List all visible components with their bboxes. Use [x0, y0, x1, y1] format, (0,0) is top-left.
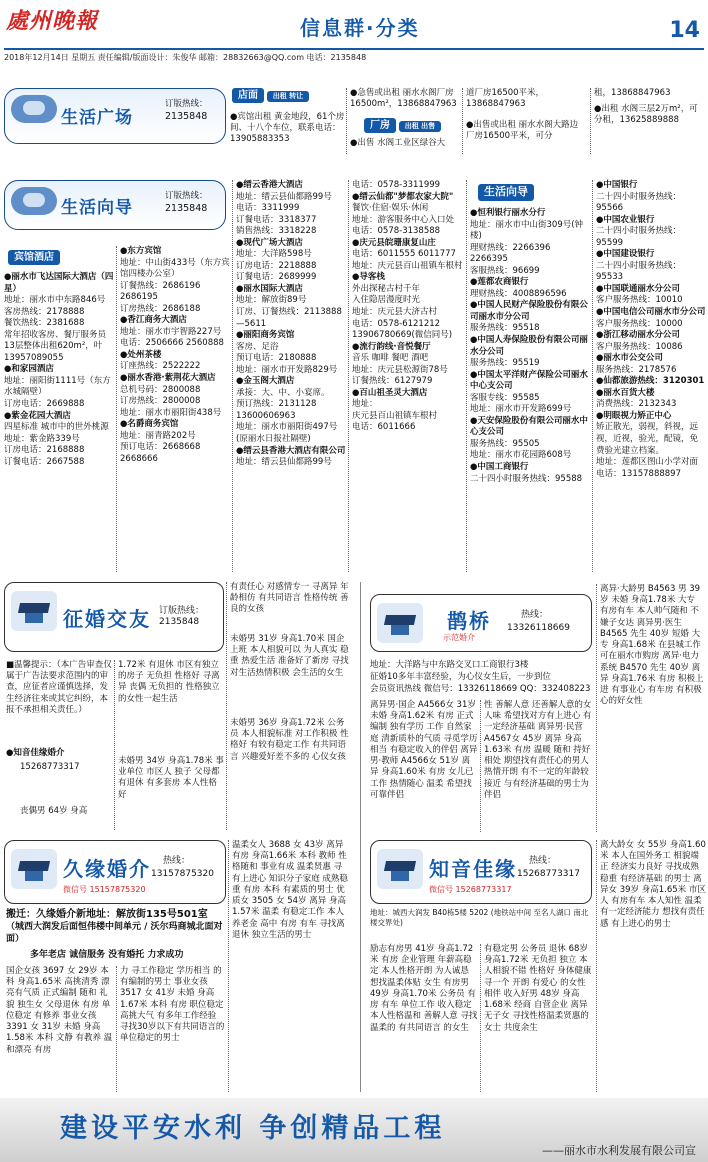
marriage-entry: 1.72米 有退休 市区有独立的房子 无负担 性格好 寻离异 丧偶 无负担的 性格独立的女性一起生活	[118, 660, 220, 704]
zhiyin-hotline-label: 热线：	[529, 856, 557, 866]
hotel-list-col-2	[120, 246, 230, 572]
listing-line: 总机号码：2800088	[120, 384, 201, 395]
listing-line: 客服热线：96699	[470, 265, 540, 276]
ad-factory-3: 道厂房16500平米，13868847963	[466, 88, 545, 110]
jiuyuan-entries-2: 力 寻工作稳定 学历相当 的有编制的男士 事业女孩 3517 女 41岁 未婚 身高1.67米 本科 有房 职位稳定 高挑大气 有多年工作经验 寻找30岁以下有共同语言的 单位稳定的男士	[120, 966, 225, 1044]
storefront-tag	[232, 88, 342, 108]
footer-slogan: 建设平安水利 争创精品工程	[60, 1113, 446, 1144]
listing-line: 地址：缙云县仙都路99号	[236, 191, 332, 202]
listing-line: 订餐电话：2667588	[4, 456, 85, 467]
ad-factory-5: 租，13868847963	[594, 88, 671, 98]
column-divider	[592, 180, 593, 572]
listing-line: ●中国建设银行	[596, 249, 655, 260]
column-divider	[480, 944, 481, 1092]
listing-line: 客户服务热线：10010	[596, 295, 683, 306]
leisure-list-col	[352, 180, 464, 572]
listing-line: 消费热线：2132343	[596, 399, 677, 410]
life-square-title: 生活广场	[61, 108, 133, 128]
jiuyuan-title: 久缘婚介	[63, 857, 151, 881]
listing-line: 电话：0578-3138588	[352, 226, 441, 237]
listing-line: 电话：0578-3311999	[352, 180, 441, 190]
listing-line: ●导客栈	[352, 272, 385, 283]
listing-line: 二十四小时服务热线：95588	[470, 473, 583, 484]
listing-line: 电话：13157888897	[596, 468, 681, 479]
life-square-banner	[4, 88, 226, 144]
life-guide-banner	[4, 180, 226, 230]
listing-line: 电话：0578-6121212 13906780669(微信同号)	[352, 318, 453, 341]
zhiyin-entries-1: 励志有房男 41岁 身高1.72米 有房 企业管理 年薪高稳定 本人性格开朗 为人诚恳 想找温柔体贴 女生 有房男 49岁 身高1.70米 公务员 有房 有车 单位工作 收入稳定 本人性格温和 善解人意 寻找 温柔的 有共同语言 的女生	[370, 944, 478, 1033]
listing-line: 电话：2506666 2560888	[120, 338, 224, 349]
listing-line: 地址：莲都区图山小学对面	[596, 457, 699, 468]
queqiao-title: 鹊桥	[447, 609, 491, 633]
hotel-tag-label: 宾馆酒店	[8, 250, 60, 265]
zhiyin-address: 地址：城西大润发 B40栋5楼 5202 (地铁站中间 至名人湖口 南北楼交界处)	[370, 908, 589, 927]
listing-line: ●丽水国际大酒店	[236, 283, 303, 294]
listing-line: 订房、订餐热线：2113888—5611	[236, 307, 342, 329]
listing-line: ●中国银行	[596, 180, 638, 190]
jiuyuan-entries-3: 温柔女人 3688 女 43岁 离异 有房 身高1.66米 本科 教师 性格随和 事业有成 温柔贤惠 寻有上进心 知识分子家庭 成熟稳重 有房 本科 有素质的男士 优质女 3505 女 54岁 离异 身高1.57米 温柔 有稳定工作 本人养老金 高中 有房 有车 寻找离 退休 独立生活的男士	[232, 840, 348, 940]
listing-line: 二十四小时服务热线：95533	[596, 260, 682, 283]
listing-line: ●丽阳商务宾馆	[236, 330, 295, 341]
listing-line: 电话：6011666	[352, 422, 416, 433]
jiuyuan-motto: 多年老店 诚信服务 没有婚托 力求成功	[30, 950, 184, 960]
zhiyin-title-panel	[370, 840, 592, 904]
column-divider	[114, 660, 115, 830]
column-divider	[466, 180, 467, 572]
listing-line: 地址：解放街89号	[236, 295, 307, 306]
graduation-cap-icon	[377, 603, 423, 643]
listing-line: 餐饮·住宿·娱乐·休闲	[352, 203, 429, 214]
listing-line: ●名爵商务宾馆	[120, 419, 179, 430]
column-divider	[232, 180, 233, 572]
listing-line: 服务热线：95505	[470, 438, 540, 449]
listing-line: ●丽水香港·紫荆花大酒店	[120, 373, 216, 384]
listing-line: 客房热线：2178888	[4, 306, 85, 317]
zhiyin-wechat: 微信号 15268773317	[429, 885, 512, 894]
listing-line: ●仙都旅游热线：3120301	[596, 376, 705, 387]
marriage-agency-name: ●知音佳缘婚介	[6, 748, 65, 758]
listing-line: 订房热线：2800008	[120, 396, 201, 407]
listing-line: 二十四小时服务热线：95566	[596, 191, 682, 214]
listing-line: ●中国联通丽水分公司	[596, 283, 680, 294]
factory-tag	[364, 118, 460, 136]
listing-line: 订房电话：2218888	[236, 260, 317, 271]
finance-list-col	[470, 208, 590, 572]
listing-line: ●丽水市飞达国际大酒店（四星）	[4, 272, 114, 294]
listing-line: ●中国太平洋财产保险公司丽水中心支公司	[470, 369, 588, 392]
storefront-tag-sub: 出租 转让	[267, 91, 309, 102]
marriage-title-panel	[4, 582, 224, 652]
listing-line: 订餐热线：6127979	[352, 376, 433, 387]
listing-line: 地址：游客服务中心入口处	[352, 214, 455, 225]
column-divider	[480, 700, 481, 832]
editor-meta-line: 2018年12月14日 星期五 责任编辑/版面设计：朱俊华 邮箱：28832663@QQ.com 电话：2135848	[4, 48, 704, 63]
listing-line: ●明眼视力矫正中心	[596, 410, 672, 421]
listing-line: 地址：丽水市中东路846号	[4, 295, 106, 306]
marriage-entry: 未婚男 31岁 身高1.70米 国企上班 本人相貌可以 为人真实 稳重 热爱生活 准备好了新房 寻找对生活热情积极 会生活的女生	[230, 634, 349, 678]
graduation-cap-icon	[377, 849, 423, 889]
listing-line: ●金玉阁大酒店	[236, 376, 295, 387]
listing-line: 服务热线：95519	[470, 358, 540, 369]
listing-line: 预订电话：2180888	[236, 353, 317, 364]
listing-line: ●中国人寿保险股份有限公司丽水分公司	[470, 335, 588, 357]
listing-line: ●中国人民财产保险股份有限公司丽水市分公司	[470, 300, 588, 322]
listing-line: 地址：中山街433号（东方宾馆四楼办公室）	[120, 257, 230, 280]
column-divider	[590, 88, 591, 154]
masthead	[0, 0, 708, 62]
column-divider	[596, 584, 597, 832]
listing-line: 地址：大洋路598号	[236, 249, 312, 260]
listing-line: ●现代广场大酒店	[236, 237, 303, 248]
listing-line: 地址：丽水市丽阳街438号	[120, 407, 222, 418]
service-list-col	[596, 180, 706, 572]
marriage-entry: 未婚男 34岁 身高1.78米 事业单位 市区人 独子 父母都有退休 有多套房 本人性格好	[118, 756, 224, 800]
jiuyuan-title-panel	[4, 840, 226, 904]
marriage-entry: 丧偶男 64岁 身高	[20, 806, 88, 816]
queqiao-hotline-label: 热线：	[521, 610, 549, 620]
listing-line: 四星标准 城市中的世外桃源	[4, 422, 109, 433]
listing-line: ●莲都农商银行	[470, 277, 529, 288]
zhiyin-hotline: 15268773317	[517, 869, 580, 879]
listing-line: ●香江商务大酒店	[120, 315, 187, 326]
ad-hotel-lease: ●宾馆出租 黄金地段，61个房间、十八个车位，联系电话：13905883353	[230, 112, 345, 145]
section-title: 信息群·分类	[300, 16, 420, 40]
graduation-cap-icon	[11, 591, 57, 631]
hotline-number: 2135848	[165, 111, 208, 122]
listing-line: 客服专线：95585	[470, 392, 540, 403]
listing-line: ●和家园酒店	[4, 364, 54, 375]
footer-sponsor: ——丽水市水利发展有限公司宣	[542, 1144, 696, 1157]
page-number: 14	[669, 18, 700, 43]
jiuyuan-hotline: 13157875320	[151, 869, 214, 879]
listing-line: 地址：庆元县松源街78号	[352, 364, 448, 375]
listing-line: ●中国工商银行	[470, 462, 529, 473]
jiuyuan-hotline-label: 热线：	[163, 856, 191, 866]
listing-line: ●百山祖圣灵大酒店	[352, 387, 428, 398]
listing-line: ●处州茶楼	[120, 349, 162, 360]
marriage-entry: 有责任心 对感情专一 寻离异 年龄相仿 有共同语言 性格传统 善良的女孩	[230, 582, 349, 615]
life-guide-tag	[478, 184, 574, 204]
listing-line: 订座热线：2522222	[120, 361, 201, 372]
listing-line: 地址：丽水市开发路829号	[236, 364, 338, 375]
listing-line: 客户服务热线：10086	[596, 341, 683, 352]
ad-factory-1: ●急售或出租 丽水水阁厂房16500m²，13868847963	[350, 88, 457, 110]
marriage-hotline-label: 订版热线：	[159, 606, 205, 616]
listing-line: 地址：丽水市丽阳街497号(原丽水日报社隔壁)	[236, 422, 338, 445]
listing-line: 预订热线：2131128 13600606963	[236, 399, 317, 421]
listing-line: 订餐热线：2686196 2686195	[120, 280, 201, 303]
listing-line: 服务热线：95518	[470, 323, 540, 334]
listing-line: 地址：丽水市中山街309号(钟楼)	[470, 219, 584, 242]
listing-line: ●天安保险股份有限公司丽水中心支公司	[470, 415, 588, 438]
storefront-tag-label: 店面	[232, 88, 264, 103]
listing-line: 订房电话：2168888	[4, 445, 85, 456]
jiuyuan-relocation-notice: 搬迁：久缘婚介新地址：解放街135号501室	[6, 909, 208, 920]
listing-line: 承接：大、中、小宴席。	[236, 387, 330, 398]
zhiyin-entries-3: 离大龄女 女 55岁 身高1.60米 本人在国外务工 相貌端正 经济实力良好 寻找成熟稳重 有经济基础 的男士 离异女 39岁 身高1.65米 市区人 有房有车 本人知性 温柔 有一定经济能力 想找有责任感 有上进心的男士	[600, 840, 706, 929]
listing-line: ●东方宾馆	[120, 246, 162, 256]
footer-banner	[0, 1098, 708, 1162]
paper-name: 處州晚報	[6, 8, 99, 34]
listing-line: ●丽水市公交公司	[596, 353, 663, 364]
marriage-agency-phone: 15268773317	[20, 762, 80, 772]
listing-line: 地址：庆元县百山祖镇车根村	[352, 260, 463, 271]
column-divider	[228, 840, 229, 1092]
marriage-hotline: 2135848	[159, 617, 200, 627]
listing-line: ●浙江移动丽水分公司	[596, 330, 680, 341]
queqiao-entries-1: 离异男·国企 A4566女 31岁 未婚 身高1.62米 有房 正式编制 独有学历 工作 自然家庭 清新质朴的气质 寻觅学历相当 有稳定收入的伴侣 离异男·教师 A4566女 51岁 离异 身高1.60米 有房 女儿已工作 热情随心 温柔 希望找可靠伴侣	[370, 700, 478, 800]
column-divider	[462, 88, 463, 154]
ad-factory-2: ●出售 水阁工业区绿谷大	[350, 138, 446, 148]
listing-line: 庆元县百山祖镇车根村	[352, 410, 438, 421]
column-divider	[226, 582, 227, 830]
listing-line: 理财热线：4008896596	[470, 288, 567, 299]
listing-line: 理财热线：2266396 2266395	[470, 242, 551, 265]
listing-line: 订房电话：2669888	[4, 399, 85, 410]
life-guide-tag-label: 生活向导	[478, 184, 534, 201]
column-divider	[116, 246, 117, 572]
listing-line: 常年招收客房、餐厅服务员	[4, 329, 107, 340]
queqiao-entries-3: 离异·大龄男 B4563 男 39岁 未婚 身高1.78米 大专 有房有车 本人帅气随和 不嫌子女达 离异男·医生 B4565 先生 40岁 短婚 大专 身高1.68米 在县城工作 可在丽水市购房 离异·电力系统 B4570 先生 40岁 离异 身高1.76米 有房 积极上进 有事业心 有车房 有积极心的好女性	[600, 584, 704, 707]
queqiao-address: 地址：大洋路与中东路交叉口工商银行3楼	[370, 660, 529, 670]
listing-line: 地址：丽青路202号	[120, 430, 196, 441]
column-divider	[116, 966, 117, 1092]
listing-line: ●中国农业银行	[596, 214, 655, 225]
column-divider	[596, 840, 597, 1092]
hotline-number: 2135848	[165, 203, 208, 214]
hotel-list-col-1	[4, 272, 114, 572]
listing-line: 13层整体出租620m²，叶13957089055	[4, 341, 103, 363]
listing-line: 地址：丽阳街1111号（东方水城隔壁）	[4, 375, 111, 398]
hotline-label: 订版热线：	[165, 99, 208, 109]
listing-line: 地址：缙云县仙都路99号	[236, 457, 332, 468]
listing-line: 地址：庆元县大济古村	[352, 307, 438, 318]
listing-line: 音乐 咖啡 餐吧 酒吧	[352, 353, 429, 364]
listing-line: 地址：紫金路339号	[4, 433, 80, 444]
jiuyuan-entries-1: 国企女孩 3697 女 29岁 本科 身高1.65米 高挑清秀 漂亮有气质 正式编制 随和 礼貌 独生女 父母退休 有房 单位稳定 有修养 事业女孩 3391 女 31岁 未婚 身高1.58米 本科 文静 有教养 温和漂亮 有房	[6, 966, 113, 1055]
handshake-icon	[11, 187, 57, 215]
listing-line: 地址：丽水市宇智路227号	[120, 326, 222, 337]
jiuyuan-wechat: 微信号 15157875320	[63, 885, 146, 894]
graduation-cap-icon	[11, 849, 57, 889]
queqiao-hotline: 13326118669	[507, 623, 570, 633]
zhiyin-title: 知音佳缘	[429, 857, 517, 881]
factory-tag-label: 厂房	[364, 118, 396, 133]
listing-line: 订餐电话：3318377	[236, 214, 317, 225]
zhiyin-entries-2: 有稳定男 公务员 退休 68岁 身高1.72米 无负担 独立 本人相貌不错 性格好 身体健康 寻一个 开朗 有爱心 的女性相伴 收入好男 48岁 身高1.68米 经商 自营企业 离异 无子女 寻找性格温柔贤惠的女士 共度余生	[484, 944, 592, 1033]
life-guide-title: 生活向导	[61, 198, 133, 218]
listing-line: ●缙云香港大酒店	[236, 180, 303, 190]
queqiao-contact: 会员资讯热线 微信号：13326118669 QQ：332408223	[370, 684, 591, 694]
listing-line: ●缙云县香港大酒店有限公司	[236, 445, 346, 456]
listing-line: 地址：丽水市花园路608号	[470, 450, 572, 461]
listing-line: 入住隐居漫度时光	[352, 295, 421, 306]
queqiao-subtitle: 示范婚介	[443, 633, 475, 642]
column-divider	[348, 180, 349, 572]
column-divider	[346, 88, 347, 154]
listing-line: 电话：6011555 6011777	[352, 249, 456, 260]
listing-line: 销售热线：3318228	[236, 226, 317, 237]
marriage-title: 征婚交友	[63, 607, 151, 631]
ad-factory-4: ●出售或出租 丽水水阁大路边厂房16500平米，可分	[466, 120, 579, 142]
ad-factory-6: ●出租 水阁三层2万m²，可分租，13625889888	[594, 104, 698, 126]
handshake-icon	[11, 95, 57, 123]
listing-line: ●庆元县皖珊康复山庄	[352, 237, 436, 248]
listing-line: 矫正散光，弱视，斜视，远视，近视，验光，配镜，免费验光建立档案。	[596, 422, 699, 456]
listing-line: ●恒利银行丽水分行	[470, 208, 546, 218]
queqiao-title-panel	[370, 594, 592, 652]
listing-line: 服务热线：2178576	[596, 364, 677, 375]
marriage-disclaimer: ■温馨提示：（本广告审查仅属于广告法要求范围内的审查，应征者应谨慎选择，发生经济往来或其它纠纷，本报不承担相关责任。）	[6, 660, 112, 715]
factory-tag-sub: 出租 出售	[399, 121, 441, 132]
marriage-entry: 未婚男 36岁 身高1.72米 公务员 本人相貌标准 对工作积极 性格好 有较有稳定工作 有共同语言 兴趣爱好差不多的 心仪女孩	[230, 718, 349, 762]
listing-line: 餐饮热线：2381688	[4, 318, 85, 329]
hotline-label: 订版热线：	[165, 191, 208, 201]
listing-line: 地址：丽水市开发路699号	[470, 404, 572, 415]
jiuyuan-relocation-detail: （城西大润发后面恒伟楼中间单元 / 沃尔玛商城北面对面）	[6, 922, 223, 944]
listing-line: ●丽水百货大楼	[596, 387, 655, 398]
listing-line: 客户服务热线：10000	[596, 318, 683, 329]
listing-line: 客房、足浴	[236, 341, 279, 352]
listing-line: 地址：	[352, 399, 378, 410]
listing-line: ●紫金花园大酒店	[4, 410, 71, 421]
queqiao-entries-2: 性 善解人意 还善解人意的女人味 希望找对方有上进心 有一定经济基础 离异男·民营 A4567女 45岁 离异 身高1.63米 有房 温暖 随和 持好相处 期望找有责任心的男人 热情开朗 有不一定的年龄较接近 与有经济基础的男士为伴侣	[484, 700, 592, 800]
listing-line: 电话：3311999	[236, 203, 300, 214]
listing-line: 预订电话：2668668 2668666	[120, 442, 201, 464]
queqiao-note: 征婚10多年丰富经验，为心仪女生后，一步到位	[370, 672, 551, 682]
section-divider	[360, 582, 361, 1092]
listing-line: ●缙云仙都"梦都农家大院"	[352, 191, 454, 202]
listing-line: 订餐电话：2689999	[236, 272, 317, 283]
listing-line: 外出探秘古村千年	[352, 283, 421, 294]
listing-line: 订房热线：2686188	[120, 303, 201, 314]
hotel-list-col-3	[236, 180, 346, 572]
hotel-section-tag	[8, 250, 108, 268]
listing-line: ●流行韵线·音悦餐厅	[352, 341, 431, 352]
listing-line: 二十四小时服务热线：95599	[596, 226, 682, 248]
listing-line: ●中国电信公司丽水市分公司	[596, 307, 706, 318]
